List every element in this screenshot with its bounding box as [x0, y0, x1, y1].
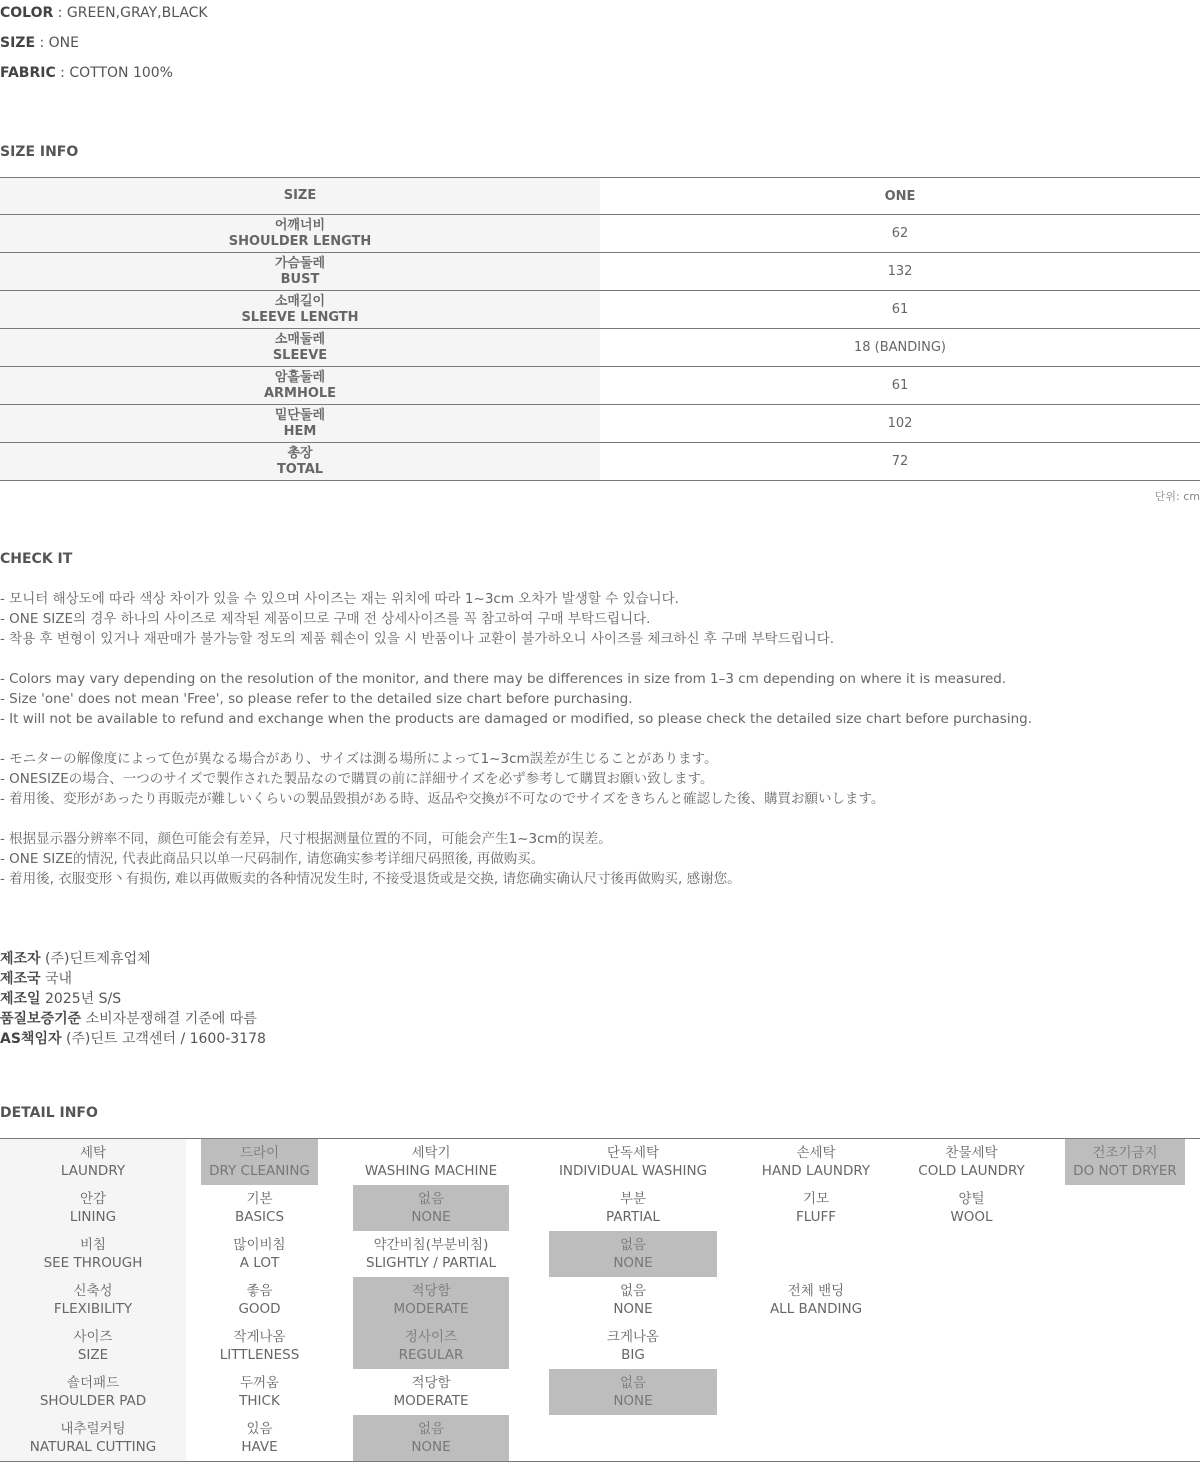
detail-option — [353, 1369, 509, 1415]
table-row — [0, 215, 1200, 253]
detail-option — [549, 1369, 717, 1415]
manufacturer-line — [0, 1029, 266, 1049]
detail-head-ko: 숄더패드 — [66, 1375, 120, 1391]
option-ko: 작게나옴 — [233, 1329, 286, 1345]
option-ko: 있음 — [246, 1421, 273, 1437]
option-ko: 정사이즈 — [404, 1329, 458, 1345]
table-row — [0, 443, 1200, 481]
note-line: - 착용 후 변형이 있거나 재판매가 불가능할 정도의 제품 훼손이 있을 시 반품이나 교환이 불가하오니 사이즈를 체크하신 후 구매 부탁드립니다. — [0, 631, 835, 647]
manufacturer-label: 제조자 — [0, 951, 41, 967]
size-row-label — [0, 253, 600, 291]
option-en: INDIVIDUAL WASHING — [558, 1163, 708, 1179]
option-ko: 없음 — [619, 1237, 647, 1253]
check-it-title: CHECK IT — [0, 551, 73, 567]
spec-label: FABRIC — [0, 65, 56, 81]
manufacturer-line — [0, 969, 266, 989]
detail-row-shoulder-pad — [0, 1369, 1200, 1415]
option-en: MODERATE — [393, 1393, 469, 1409]
size-row-value: 18 (BANDING) — [600, 329, 1200, 367]
size-label-ko: 가슴둘레 — [274, 255, 326, 271]
detail-head-ko: 세탁 — [79, 1145, 107, 1161]
spec-color — [0, 3, 208, 23]
option-ko: 양털 — [958, 1191, 985, 1207]
detail-head-en: LINING — [69, 1209, 117, 1225]
option-ko: 두꺼움 — [239, 1375, 280, 1391]
option-ko: 찬물세탁 — [945, 1145, 998, 1161]
size-label-ko: 어깨너비 — [274, 217, 326, 233]
detail-head-en: FLEXIBILITY — [53, 1301, 133, 1317]
table-row — [0, 253, 1200, 291]
detail-row-head — [0, 1369, 186, 1415]
size-label-ko: 총장 — [287, 445, 313, 461]
option-ko: 많이비침 — [233, 1237, 286, 1253]
detail-option — [353, 1415, 509, 1461]
detail-option — [549, 1139, 717, 1185]
option-en: WOOL — [950, 1209, 993, 1225]
size-label-ko: 암홀둘레 — [274, 369, 326, 385]
option-ko: 부분 — [619, 1191, 647, 1207]
detail-head-en: SIZE — [77, 1347, 109, 1363]
detail-row-see-through — [0, 1231, 1200, 1277]
detail-option — [910, 1139, 1033, 1185]
manufacturer-label: 제조일 — [0, 991, 41, 1007]
option-en: BASICS — [234, 1209, 285, 1225]
detail-option — [201, 1369, 318, 1415]
spec-size — [0, 33, 79, 53]
detail-row-head — [0, 1231, 186, 1277]
note-line: - Size 'one' does not mean 'Free', so please refer to the detailed size chart before purchasing. — [0, 691, 633, 707]
size-row-value: 132 — [600, 253, 1200, 291]
detail-option — [353, 1323, 509, 1369]
note-line: - It will not be available to refund and exchange when the products are damaged or modified, so please check the detailed size chart before purchasing. — [0, 711, 1032, 727]
option-ko: 적당함 — [411, 1283, 451, 1299]
option-en: PARTIAL — [606, 1209, 660, 1225]
option-ko: 단독세탁 — [606, 1145, 660, 1161]
note-line: - 着用後、変形があったり再販売が難しいくらいの製品毀損がある時、返品や交換が不可なのでサイズをきちんと確認した後、購買お願いします。 — [0, 791, 885, 807]
detail-row-natural-cutting — [0, 1415, 1200, 1461]
manufacturer-label: 품질보증기준 — [0, 1011, 82, 1027]
size-label-en: SHOULDER LENGTH — [228, 233, 372, 249]
option-en: NONE — [613, 1301, 653, 1317]
option-en: WASHING MACHINE — [364, 1163, 498, 1179]
size-row-value: 61 — [600, 291, 1200, 329]
detail-option — [353, 1185, 509, 1231]
option-en: NONE — [613, 1393, 653, 1409]
note-line: - 모니터 해상도에 따라 색상 차이가 있을 수 있으며 사이즈는 재는 위치에 따라 1~3cm 오차가 발생할 수 있습니다. — [0, 591, 679, 607]
spec-fabric — [0, 63, 173, 83]
size-row-label — [0, 443, 600, 481]
option-en: HAVE — [241, 1439, 278, 1455]
option-en: NONE — [613, 1255, 653, 1271]
size-row-label — [0, 215, 600, 253]
detail-head-en: SHOULDER PAD — [39, 1393, 147, 1409]
detail-option — [549, 1323, 717, 1369]
detail-option — [549, 1185, 717, 1231]
detail-option — [353, 1277, 509, 1323]
manufacturer-info — [0, 949, 266, 1049]
check-notes-ko — [0, 589, 1200, 649]
detail-head-ko: 안감 — [79, 1191, 107, 1207]
detail-head-ko: 비침 — [79, 1237, 107, 1253]
detail-row-flexibility — [0, 1277, 1200, 1323]
size-row-label — [0, 367, 600, 405]
size-row-value: 62 — [600, 215, 1200, 253]
note-line: - 根据显示器分辨率不同，颜色可能会有差异，尺寸根据测量位置的不同，可能会产生1~3cm的误差。 — [0, 831, 612, 847]
option-en: NONE — [411, 1439, 451, 1455]
detail-head-ko: 내추럴커팅 — [60, 1421, 126, 1437]
detail-info-title: DETAIL INFO — [0, 1105, 98, 1121]
size-row-value: 61 — [600, 367, 1200, 405]
size-row-value: 72 — [600, 443, 1200, 481]
option-ko: 드라이 — [239, 1145, 280, 1161]
option-ko: 적당함 — [411, 1375, 451, 1391]
size-row-value: 102 — [600, 405, 1200, 443]
option-ko: 크게나옴 — [606, 1329, 660, 1345]
option-en: BIG — [621, 1347, 645, 1363]
size-row-label — [0, 291, 600, 329]
check-notes-zh — [0, 829, 1200, 889]
option-en: DRY CLEANING — [209, 1163, 310, 1179]
option-en: ALL BANDING — [769, 1301, 863, 1317]
check-notes-ja — [0, 749, 1200, 809]
spec-value: : COTTON 100% — [55, 65, 173, 81]
manufacturer-line — [0, 989, 266, 1009]
option-ko: 손세탁 — [796, 1145, 836, 1161]
spec-value: : ONE — [35, 35, 79, 51]
detail-option — [201, 1139, 318, 1185]
detail-option — [752, 1277, 880, 1323]
detail-option — [752, 1139, 880, 1185]
detail-option — [201, 1231, 318, 1277]
option-ko: 없음 — [619, 1283, 647, 1299]
size-label-en: ARMHOLE — [263, 385, 337, 401]
option-en: REGULAR — [398, 1347, 464, 1363]
spec-label: COLOR — [0, 5, 54, 21]
detail-row-size — [0, 1323, 1200, 1369]
size-label-ko: 소매둘레 — [274, 331, 326, 347]
manufacturer-line — [0, 949, 266, 969]
manufacturer-line — [0, 1009, 266, 1029]
spec-label: SIZE — [0, 35, 36, 51]
option-en: THICK — [239, 1393, 280, 1409]
option-ko: 좋음 — [246, 1283, 273, 1299]
size-label-ko: 소매길이 — [274, 293, 326, 309]
option-ko: 없음 — [619, 1375, 647, 1391]
option-en: HAND LAUNDRY — [761, 1163, 871, 1179]
detail-head-en: LAUNDRY — [60, 1163, 126, 1179]
size-label-ko: 밑단둘레 — [274, 407, 326, 423]
table-row — [0, 367, 1200, 405]
size-label-en: HEM — [283, 423, 317, 439]
size-info-title: SIZE INFO — [0, 144, 79, 160]
detail-row-head — [0, 1415, 186, 1461]
detail-row-laundry — [0, 1139, 1200, 1185]
table-row — [0, 405, 1200, 443]
option-en: MODERATE — [393, 1301, 469, 1317]
detail-row-head — [0, 1323, 186, 1369]
manufacturer-value: 2025년 S/S — [40, 991, 122, 1007]
option-ko: 건조기금지 — [1092, 1145, 1158, 1161]
detail-head-ko: 사이즈 — [73, 1329, 113, 1345]
size-table-header — [0, 178, 1200, 215]
size-row-label — [0, 329, 600, 367]
size-label-en: BUST — [280, 271, 320, 287]
detail-option — [1065, 1139, 1185, 1185]
detail-option — [201, 1185, 318, 1231]
size-table — [0, 177, 1200, 481]
note-line: - ONE SIZE的情況, 代表此商品只以单一尺码制作, 请您确实参考详细尺码照後, 再做购买。 — [0, 851, 545, 867]
spec-value: : GREEN,GRAY,BLACK — [53, 5, 208, 21]
option-en: NONE — [411, 1209, 451, 1225]
manufacturer-value: (주)딘트제휴업체 — [40, 951, 151, 967]
option-ko: 없음 — [417, 1421, 445, 1437]
detail-head-ko: 신축성 — [73, 1283, 113, 1299]
detail-info-grid — [0, 1138, 1200, 1462]
option-en: DO NOT DRYER — [1073, 1163, 1177, 1179]
option-ko: 전체 밴딩 — [787, 1283, 845, 1299]
detail-option — [201, 1323, 318, 1369]
detail-option — [201, 1415, 318, 1461]
detail-row-lining — [0, 1185, 1200, 1231]
table-row — [0, 329, 1200, 367]
manufacturer-label: AS책임자 — [0, 1031, 62, 1047]
option-en: LITTLENESS — [219, 1347, 300, 1363]
option-ko: 기모 — [802, 1191, 830, 1207]
detail-option — [549, 1277, 717, 1323]
option-ko: 약간비침(부분비침) — [373, 1237, 489, 1253]
manufacturer-value: 소비자분쟁해결 기준에 따름 — [81, 1011, 257, 1027]
size-unit-note: 단위: cm — [1154, 490, 1200, 503]
detail-option — [752, 1185, 880, 1231]
detail-row-head — [0, 1185, 186, 1231]
table-row — [0, 291, 1200, 329]
size-label-en: SLEEVE LENGTH — [241, 309, 359, 325]
detail-row-head — [0, 1277, 186, 1323]
option-en: SLIGHTLY / PARTIAL — [366, 1255, 496, 1271]
detail-option — [353, 1139, 509, 1185]
detail-option — [201, 1277, 318, 1323]
size-label-en: TOTAL — [276, 461, 324, 477]
size-label-en: SLEEVE — [272, 347, 328, 363]
option-en: FLUFF — [795, 1209, 837, 1225]
note-line: - 着用後, 衣服变形丶有损伤, 难以再做贩卖的各种情况发生时, 不接受退货或是交换, 请您确实确认尺寸後再做购买, 感谢您。 — [0, 871, 741, 887]
option-en: GOOD — [238, 1301, 281, 1317]
option-ko: 기본 — [246, 1191, 273, 1207]
detail-option — [549, 1231, 717, 1277]
detail-row-head — [0, 1139, 186, 1185]
detail-head-en: SEE THROUGH — [43, 1255, 143, 1271]
size-header-label: SIZE — [0, 178, 600, 215]
detail-head-en: NATURAL CUTTING — [29, 1439, 157, 1455]
option-en: COLD LAUNDRY — [918, 1163, 1025, 1179]
detail-option — [353, 1231, 509, 1277]
manufacturer-label: 제조국 — [0, 971, 41, 987]
option-en: A LOT — [239, 1255, 280, 1271]
note-line: - Colors may vary depending on the resolution of the monitor, and there may be differences in size from 1–3 cm depending on where it is measured. — [0, 671, 1007, 687]
manufacturer-value: (주)딘트 고객센터 / 1600-3178 — [61, 1031, 266, 1047]
note-line: - ONE SIZE의 경우 하나의 사이즈로 제작된 제품이므로 구매 전 상세사이즈를 꼭 참고하여 구매 부탁드립니다. — [0, 611, 651, 627]
note-line: - ONESIZEの場合、一つのサイズで製作された製品なので購買の前に詳細サイズを必ず参考して購買お願い致します。 — [0, 771, 714, 787]
size-header-value: ONE — [600, 178, 1200, 215]
check-notes-en — [0, 669, 1200, 729]
note-line: - モニターの解像度によって色が異なる場合があり、サイズは測る場所によって1~3cm誤差が生じることがあります。 — [0, 751, 718, 767]
detail-option — [910, 1185, 1033, 1231]
size-row-label — [0, 405, 600, 443]
manufacturer-value: 국내 — [40, 971, 73, 987]
option-ko: 없음 — [417, 1191, 445, 1207]
option-ko: 세탁기 — [411, 1145, 451, 1161]
